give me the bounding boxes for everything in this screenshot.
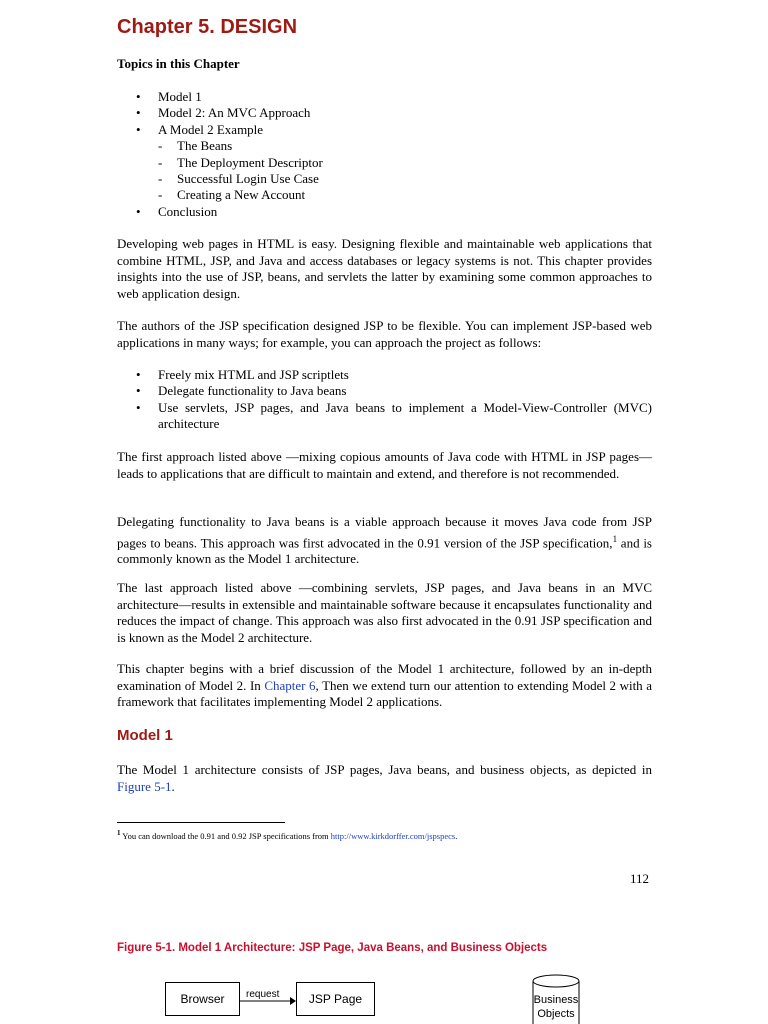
topics-heading: Topics in this Chapter (117, 56, 240, 71)
subtopic-item: - The Beans (135, 138, 323, 154)
request-label: request (246, 989, 280, 1000)
chapter-title: Chapter 5. DESIGN (117, 16, 298, 38)
paragraph-intro: Developing web pages in HTML is easy. Designing flexible and maintainable web applications that combine HTML, JSP, and Java and access databases or legacy systems is not. This chapter provides insights into the use of JSP, beans, and servlets the latter by examining some common approaches to web application design. (117, 236, 652, 301)
business-objects-label: Business Objects (533, 994, 579, 1020)
figure-caption: Figure 5-1. Model 1 Architecture: JSP Page, Java Beans, and Business Objects (117, 942, 548, 954)
subtopic-item: - Creating a New Account (135, 187, 323, 203)
approach-item: • Freely mix HTML and JSP scriptlets (135, 367, 652, 383)
topic-item: • A Model 2 Example - The Beans - The Deployment Descriptor - Successful Login Use Case - Creating a New Account (135, 122, 323, 204)
approach-item: • Delegate functionality to Java beans (135, 383, 652, 399)
figure-5-1-link[interactable]: Figure 5-1 (117, 778, 172, 794)
page-number: 112 (630, 871, 650, 886)
subtopics-list (135, 138, 323, 204)
chapter-6-link[interactable]: Chapter 6 (264, 677, 316, 693)
jsp-specs-link[interactable]: http://www.kirkdorffer.com/jspspecs (330, 830, 456, 841)
subtopic-item: - The Deployment Descriptor (135, 155, 323, 171)
approach-item: • Use servlets, JSP pages, and Java beans to implement a Model-View-Controller (MVC) architecture (135, 400, 652, 433)
paragraph-delegating: Delegating functionality to Java beans is a viable approach because it moves Java code from JSP pages to beans. This approach was first advocated in the 0.91 version of the JSP specification,$^1$ and is commonly known as the Model 1 architecture. (117, 514, 652, 567)
jsp-page-box: JSP Page (296, 982, 375, 1016)
approaches-list (135, 367, 652, 433)
paragraph-first-approach: The first approach listed above —mixing copious amounts of Java code with HTML in JSP pages—leads to applications that are difficult to maintain and extend, and therefore is not recommended. (117, 449, 652, 481)
topic-item: • Model 1 (135, 89, 323, 105)
paragraph-chapter-overview: This chapter begins with a brief discussion of the Model 1 architecture, followed by an in-depth examination of Model 2. In Chapter 6, Then we extend turn our attention to extending Model 2 with a framework that facilitates implementing Model 2 applications. (117, 661, 652, 709)
section-heading-model-1: Model 1 (117, 727, 173, 744)
subtopic-item: - Successful Login Use Case (135, 171, 323, 187)
paragraph-model-1: The Model 1 architecture consists of JSP pages, Java beans, and business objects, as depicted in Figure 5-1. (117, 762, 652, 794)
paragraph-last-approach: The last approach listed above —combining servlets, JSP pages, and Java beans in an MVC architecture—results in extensible and maintainable software because it encapsulates functionality and reduces the impact of change. This approach was also first advocated in the 0.91 JSP specification and is known as the Model 2 architecture. (117, 580, 652, 645)
footnote-divider (117, 822, 285, 823)
topics-list (135, 89, 323, 220)
browser-box: Browser (165, 982, 240, 1016)
request-arrow (240, 995, 296, 1007)
topic-item: • Model 2: An MVC Approach (135, 105, 323, 121)
topic-item: • Conclusion (135, 204, 323, 220)
footnote: $^1$ You can download the 0.91 and 0.92 JSP specifications from http://www.kirkdorffer.com/jspspecs. (117, 829, 458, 841)
paragraph-authors: The authors of the JSP specification designed JSP to be flexible. You can implement JSP-based web applications in many ways; for example, you can approach the project as follows: (117, 318, 652, 350)
footnote-mark: 1 (612, 533, 618, 544)
